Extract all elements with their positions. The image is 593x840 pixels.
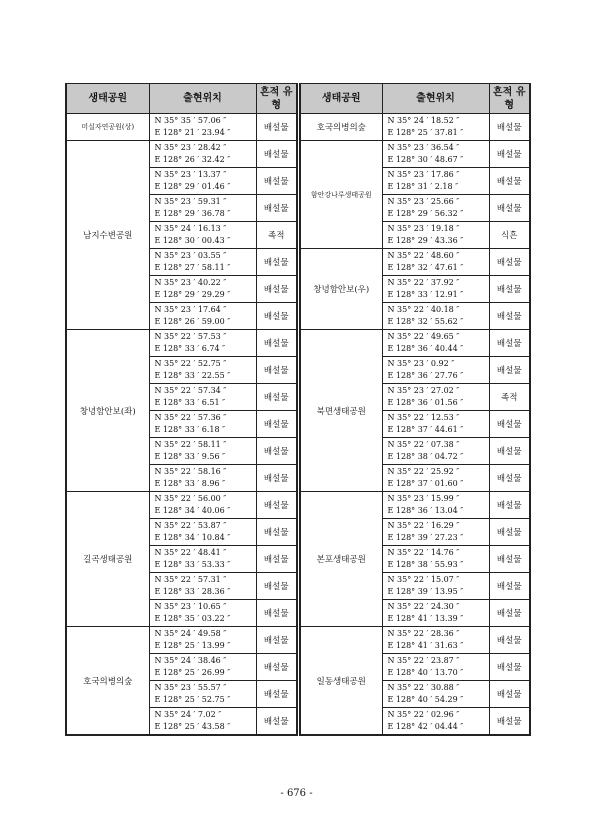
coordinate-cell — [382, 573, 489, 600]
table-row — [300, 114, 530, 141]
longitude-text: E 128° 33 ′ 9.56 ″ — [154, 452, 226, 461]
coordinate-cell — [149, 168, 256, 195]
coordinate-cell — [382, 627, 489, 654]
trace-type-cell: 배설물 — [256, 546, 297, 573]
latitude-text: N 35° 23 ′ 19.18 ″ — [387, 224, 460, 233]
trace-type-cell: 식흔 — [489, 222, 530, 249]
trace-type-cell: 배설물 — [256, 357, 297, 384]
park-name-cell: 길곡생태공원 — [66, 492, 149, 627]
longitude-text: E 128° 29 ′ 36.78 ″ — [154, 209, 231, 218]
right-table — [299, 83, 531, 736]
trace-type-cell: 배설물 — [256, 654, 297, 681]
coordinate-cell — [382, 141, 489, 168]
trace-type-cell: 배설물 — [489, 573, 530, 600]
longitude-text: E 128° 33 ′ 6.51 ″ — [154, 398, 226, 407]
longitude-text: E 128° 31 ′ 2.18 ″ — [387, 182, 459, 191]
trace-type-cell: 배설물 — [256, 249, 297, 276]
longitude-text: E 128° 25 ′ 37.81 ″ — [387, 128, 464, 137]
longitude-text: E 128° 33 ′ 6.18 ″ — [154, 425, 226, 434]
latitude-text: N 35° 22 ′ 57.53 ″ — [154, 332, 227, 341]
latitude-text: N 35° 22 ′ 49.65 ″ — [387, 332, 460, 341]
trace-type-cell: 배설물 — [256, 492, 297, 519]
coordinate-cell — [149, 384, 256, 411]
longitude-text: E 128° 33 ′ 22.55 ″ — [154, 371, 231, 380]
latitude-text: N 35° 23 ′ 27.02 ″ — [387, 386, 460, 395]
coordinate-cell — [382, 708, 489, 736]
coordinate-cell — [382, 249, 489, 276]
longitude-text: E 128° 38 ′ 04.72 ″ — [387, 452, 464, 461]
longitude-text: E 128° 21 ′ 23.94 ″ — [154, 128, 231, 137]
coordinate-cell — [149, 141, 256, 168]
coordinate-cell — [382, 681, 489, 708]
trace-type-cell: 족적 — [256, 222, 297, 249]
coordinate-cell — [382, 384, 489, 411]
header-row — [300, 84, 530, 114]
longitude-text: E 128° 27 ′ 58.11 ″ — [154, 263, 231, 272]
latitude-text: N 35° 23 ′ 0.92 ″ — [387, 359, 455, 368]
longitude-text: E 128° 30 ′ 48.67 ″ — [387, 155, 464, 164]
park-name-cell: 함안강나루생태공원 — [300, 141, 382, 249]
longitude-text: E 128° 32 ′ 55.62 ″ — [387, 317, 464, 326]
coordinate-cell — [382, 276, 489, 303]
trace-type-cell: 배설물 — [489, 249, 530, 276]
trace-type-cell: 배설물 — [489, 465, 530, 492]
latitude-text: N 35° 22 ′ 48.60 ″ — [387, 251, 460, 260]
header-row — [66, 84, 297, 114]
coordinate-cell — [149, 222, 256, 249]
header-park: 생태공원 — [300, 84, 382, 114]
latitude-text: N 35° 22 ′ 28.36 ″ — [387, 629, 460, 638]
latitude-text: N 35° 22 ′ 40.18 ″ — [387, 305, 460, 314]
longitude-text: E 128° 36 ′ 01.56 ″ — [387, 398, 464, 407]
longitude-text: E 128° 32 ′ 47.61 ″ — [387, 263, 464, 272]
trace-type-cell: 배설물 — [489, 114, 530, 141]
trace-type-cell: 배설물 — [489, 681, 530, 708]
longitude-text: E 128° 30 ′ 00.43 ″ — [154, 236, 231, 245]
coordinate-cell — [382, 168, 489, 195]
trace-type-cell: 배설물 — [256, 465, 297, 492]
longitude-text: E 128° 25 ′ 26.99 ″ — [154, 668, 231, 677]
longitude-text: E 128° 37 ′ 01.60 ″ — [387, 479, 464, 488]
trace-type-cell: 배설물 — [256, 195, 297, 222]
coordinate-cell — [149, 546, 256, 573]
latitude-text: N 35° 22 ′ 53.87 ″ — [154, 521, 227, 530]
trace-type-cell: 배설물 — [256, 330, 297, 357]
latitude-text: N 35° 22 ′ 12.53 ″ — [387, 413, 460, 422]
latitude-text: N 35° 22 ′ 48.41 ″ — [154, 548, 227, 557]
header-location: 출현위치 — [382, 84, 489, 114]
longitude-text: E 128° 26 ′ 59.00 ″ — [154, 317, 231, 326]
page-number: - 676 - — [280, 788, 313, 799]
trace-type-cell: 배설물 — [256, 627, 297, 654]
coordinate-cell — [149, 600, 256, 627]
longitude-text: E 128° 29 ′ 29.29 ″ — [154, 290, 231, 299]
longitude-text: E 128° 34 ′ 40.06 ″ — [154, 506, 231, 515]
longitude-text: E 128° 41 ′ 31.63 ″ — [387, 641, 464, 650]
latitude-text: N 35° 24 ′ 7.02 ″ — [154, 710, 222, 719]
trace-type-cell: 배설물 — [256, 168, 297, 195]
coordinate-cell — [382, 303, 489, 330]
latitude-text: N 35° 22 ′ 02.96 ″ — [387, 710, 460, 719]
latitude-text: N 35° 23 ′ 03.55 ″ — [154, 251, 227, 260]
latitude-text: N 35° 23 ′ 15.99 ″ — [387, 494, 460, 503]
coordinate-cell — [149, 708, 256, 736]
coordinate-cell — [149, 573, 256, 600]
trace-type-cell: 배설물 — [489, 357, 530, 384]
latitude-text: N 35° 22 ′ 37.92 ″ — [387, 278, 460, 287]
table-row — [66, 330, 297, 357]
coordinate-cell — [382, 438, 489, 465]
longitude-text: E 128° 33 ′ 28.36 ″ — [154, 587, 231, 596]
coordinate-cell — [149, 627, 256, 654]
longitude-text: E 128° 33 ′ 53.33 ″ — [154, 560, 231, 569]
latitude-text: N 35° 23 ′ 25.66 ″ — [387, 197, 460, 206]
trace-type-cell: 배설물 — [256, 573, 297, 600]
coordinate-cell — [382, 519, 489, 546]
latitude-text: N 35° 22 ′ 24.30 ″ — [387, 602, 460, 611]
latitude-text: N 35° 22 ′ 56.00 ″ — [154, 494, 227, 503]
coordinate-cell — [149, 411, 256, 438]
trace-type-cell: 배설물 — [256, 681, 297, 708]
trace-type-cell: 배설물 — [256, 708, 297, 736]
trace-type-cell: 배설물 — [489, 141, 530, 168]
longitude-text: E 128° 38 ′ 55.93 ″ — [387, 560, 464, 569]
coordinate-cell — [149, 249, 256, 276]
trace-type-cell: 배설물 — [256, 600, 297, 627]
coordinate-cell — [149, 465, 256, 492]
latitude-text: N 35° 23 ′ 36.54 ″ — [387, 143, 460, 152]
table-row — [66, 114, 297, 141]
trace-type-cell: 배설물 — [489, 195, 530, 222]
trace-type-cell: 배설물 — [489, 708, 530, 736]
longitude-text: E 128° 36 ′ 13.04 ″ — [387, 506, 464, 515]
table-row — [66, 627, 297, 654]
trace-type-cell: 배설물 — [256, 411, 297, 438]
trace-type-cell: 배설물 — [489, 492, 530, 519]
latitude-text: N 35° 22 ′ 57.36 ″ — [154, 413, 227, 422]
longitude-text: E 128° 29 ′ 01.46 ″ — [154, 182, 231, 191]
longitude-text: E 128° 42 ′ 04.44 ″ — [387, 722, 464, 731]
park-name-cell: 창녕함안보(좌) — [66, 330, 149, 492]
latitude-text: N 35° 22 ′ 07.38 ″ — [387, 440, 460, 449]
latitude-text: N 35° 23 ′ 10.65 ″ — [154, 602, 227, 611]
coordinate-cell — [149, 114, 256, 141]
coordinate-cell — [149, 195, 256, 222]
longitude-text: E 128° 35 ′ 03.22 ″ — [154, 614, 231, 623]
coordinate-cell — [149, 303, 256, 330]
longitude-text: E 128° 36 ′ 40.44 ″ — [387, 344, 464, 353]
latitude-text: N 35° 22 ′ 16.29 ″ — [387, 521, 460, 530]
latitude-text: N 35° 22 ′ 15.07 ″ — [387, 575, 460, 584]
header-location: 출현위치 — [149, 84, 256, 114]
longitude-text: E 128° 29 ′ 43.36 ″ — [387, 236, 464, 245]
trace-type-cell: 배설물 — [256, 519, 297, 546]
park-name-cell: 미실자연공원(상) — [66, 114, 149, 141]
header-park: 생태공원 — [66, 84, 149, 114]
trace-type-cell: 배설물 — [256, 438, 297, 465]
coordinate-cell — [382, 222, 489, 249]
trace-type-cell: 배설물 — [489, 519, 530, 546]
trace-type-cell: 배설물 — [256, 276, 297, 303]
latitude-text: N 35° 23 ′ 55.57 ″ — [154, 683, 227, 692]
longitude-text: E 128° 25 ′ 43.58 ″ — [154, 722, 231, 731]
longitude-text: E 128° 26 ′ 32.42 ″ — [154, 155, 231, 164]
trace-type-cell: 배설물 — [489, 627, 530, 654]
coordinate-cell — [382, 546, 489, 573]
trace-type-cell: 배설물 — [256, 384, 297, 411]
latitude-text: N 35° 23 ′ 59.31 ″ — [154, 197, 227, 206]
table-row — [300, 249, 530, 276]
coordinate-cell — [149, 438, 256, 465]
coordinate-cell — [149, 681, 256, 708]
longitude-text: E 128° 25 ′ 52.75 ″ — [154, 695, 231, 704]
latitude-text: N 35° 22 ′ 58.11 ″ — [154, 440, 227, 449]
latitude-text: N 35° 24 ′ 16.13 ″ — [154, 224, 227, 233]
coordinate-cell — [149, 654, 256, 681]
trace-type-cell: 배설물 — [256, 114, 297, 141]
latitude-text: N 35° 22 ′ 58.16 ″ — [154, 467, 227, 476]
coordinate-cell — [382, 330, 489, 357]
left-table-body — [66, 114, 297, 736]
park-name-cell: 일동생태공원 — [300, 627, 382, 736]
header-type: 흔적 유형 — [489, 84, 530, 114]
table-row — [300, 141, 530, 168]
longitude-text: E 128° 41 ′ 13.39 ″ — [387, 614, 464, 623]
header-type: 흔적 유형 — [256, 84, 297, 114]
latitude-text: N 35° 23 ′ 17.64 ″ — [154, 305, 227, 314]
trace-type-cell: 배설물 — [489, 330, 530, 357]
latitude-text: N 35° 22 ′ 25.92 ″ — [387, 467, 460, 476]
coordinate-cell — [382, 492, 489, 519]
trace-type-cell: 배설물 — [489, 276, 530, 303]
longitude-text: E 128° 39 ′ 13.95 ″ — [387, 587, 464, 596]
coordinate-cell — [149, 357, 256, 384]
trace-type-cell: 배설물 — [489, 438, 530, 465]
latitude-text: N 35° 24 ′ 49.58 ″ — [154, 629, 227, 638]
latitude-text: N 35° 22 ′ 14.76 ″ — [387, 548, 460, 557]
coordinate-cell — [382, 357, 489, 384]
latitude-text: N 35° 22 ′ 57.31 ″ — [154, 575, 227, 584]
longitude-text: E 128° 37 ′ 44.61 ″ — [387, 425, 464, 434]
table-row — [300, 627, 530, 654]
latitude-text: N 35° 23 ′ 13.37 ″ — [154, 170, 227, 179]
park-name-cell: 북면생태공원 — [300, 330, 382, 492]
longitude-text: E 128° 34 ′ 10.84 ″ — [154, 533, 231, 542]
coordinate-cell — [149, 519, 256, 546]
table-row — [300, 330, 530, 357]
latitude-text: N 35° 24 ′ 18.52 ″ — [387, 116, 460, 125]
park-name-cell: 호국의병의숲 — [66, 627, 149, 736]
longitude-text: E 128° 33 ′ 8.96 ″ — [154, 479, 226, 488]
park-name-cell: 본포생태공원 — [300, 492, 382, 627]
latitude-text: N 35° 23 ′ 17.86 ″ — [387, 170, 460, 179]
table-row — [300, 492, 530, 519]
longitude-text: E 128° 29 ′ 56.32 ″ — [387, 209, 464, 218]
left-table — [65, 83, 298, 736]
trace-type-cell: 배설물 — [489, 546, 530, 573]
trace-type-cell: 배설물 — [256, 141, 297, 168]
park-name-cell: 호국의병의숲 — [300, 114, 382, 141]
table-row — [66, 492, 297, 519]
trace-type-cell: 배설물 — [489, 303, 530, 330]
latitude-text: N 35° 23 ′ 40.22 ″ — [154, 278, 227, 287]
longitude-text: E 128° 39 ′ 27.23 ″ — [387, 533, 464, 542]
latitude-text: N 35° 22 ′ 57.34 ″ — [154, 386, 227, 395]
park-name-cell: 남지수변공원 — [66, 141, 149, 330]
coordinate-cell — [382, 465, 489, 492]
trace-type-cell: 족적 — [489, 384, 530, 411]
longitude-text: E 128° 25 ′ 13.99 ″ — [154, 641, 231, 650]
latitude-text: N 35° 23 ′ 28.42 ″ — [154, 143, 227, 152]
coordinate-cell — [382, 654, 489, 681]
coordinate-cell — [149, 330, 256, 357]
trace-type-cell: 배설물 — [489, 168, 530, 195]
latitude-text: N 35° 22 ′ 23.87 ″ — [387, 656, 460, 665]
latitude-text: N 35° 35 ′ 57.06 ″ — [154, 116, 227, 125]
right-table-body — [300, 114, 530, 736]
latitude-text: N 35° 24 ′ 38.46 ″ — [154, 656, 227, 665]
coordinate-cell — [382, 600, 489, 627]
coordinate-cell — [149, 492, 256, 519]
coordinate-cell — [382, 411, 489, 438]
longitude-text: E 128° 36 ′ 27.76 ″ — [387, 371, 464, 380]
latitude-text: N 35° 22 ′ 30.88 ″ — [387, 683, 460, 692]
coordinate-cell — [382, 195, 489, 222]
trace-type-cell: 배설물 — [256, 303, 297, 330]
longitude-text: E 128° 40 ′ 13.70 ″ — [387, 668, 464, 677]
trace-type-cell: 배설물 — [489, 600, 530, 627]
coordinate-cell — [382, 114, 489, 141]
trace-type-cell: 배설물 — [489, 654, 530, 681]
latitude-text: N 35° 22 ′ 52.75 ″ — [154, 359, 227, 368]
coordinate-cell — [149, 276, 256, 303]
park-name-cell: 창녕함안보(우) — [300, 249, 382, 330]
table-row — [66, 141, 297, 168]
longitude-text: E 128° 40 ′ 54.29 ″ — [387, 695, 464, 704]
trace-type-cell: 배설물 — [489, 411, 530, 438]
longitude-text: E 128° 33 ′ 12.91 ″ — [387, 290, 464, 299]
longitude-text: E 128° 33 ′ 6.74 ″ — [154, 344, 226, 353]
